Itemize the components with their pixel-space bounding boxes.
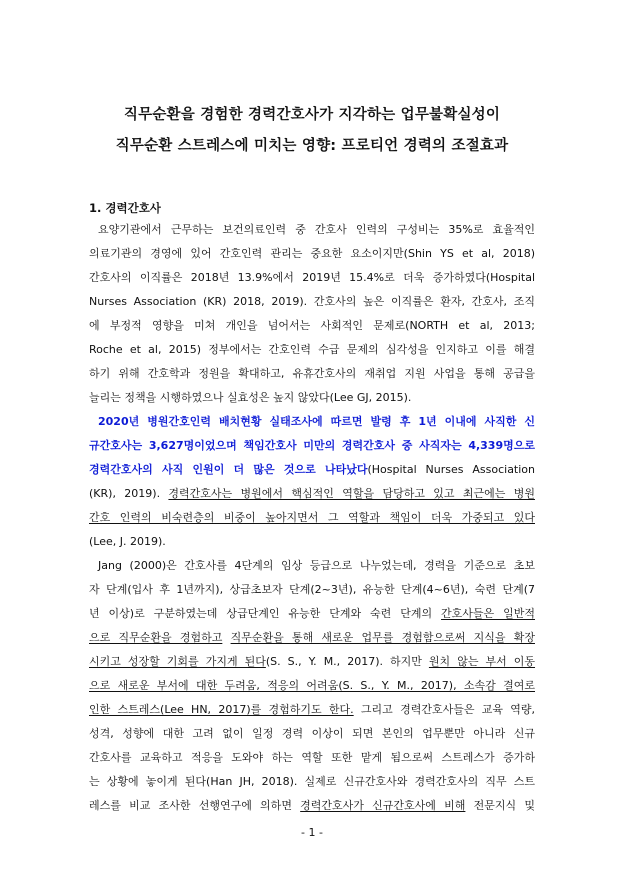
title-line-1: 직무순환을 경험한 경력간호사가 지각하는 업무불확실성이 xyxy=(123,107,501,123)
p3-line-1: Jang (2000)은 간호사를 4단계의 임상 등급으로 나누었는데, 경력을 기준으로 초보 xyxy=(98,559,535,572)
section-heading: 1. 경력간호사 xyxy=(89,201,161,215)
p3-line-7-underlined: 인한 스트레스(Lee HN, 2017)를 경험하기도 한다. xyxy=(89,703,354,716)
p2-line-3 xyxy=(89,458,535,482)
p2-line-5 xyxy=(89,506,535,530)
p2-line-3-citation: (Hospital Nurses Association xyxy=(367,463,535,476)
p3-line-9: 간호사를 교육하고 적응을 도와야 하는 역할 또한 맡게 됨으로써 스트레스가 증가하 xyxy=(89,751,535,764)
p3-line-6 xyxy=(89,674,535,698)
p3-line-3 xyxy=(89,602,535,626)
p2-line-4-underlined: 경력간호사는 병원에서 핵심적인 역할을 담당하고 있고 최근에는 병원 xyxy=(168,487,535,500)
p3-line-7-plain: 그리고 경력간호사들은 교육 역량, xyxy=(353,703,535,716)
p3-line-2: 자 단계(입사 후 1년까지), 상급초보자 단계(2~3년), 유능한 단계(4~6년), 숙련 단계(7 xyxy=(89,583,535,596)
p2-line-2: 규간호사는 3,627명이었으며 책임간호사 미만의 경력간호사 중 사직자는 4,339명으로 xyxy=(89,439,535,452)
p1-line-1: 요양기관에서 근무하는 보건의료인력 중 간호사 인력의 구성비는 35%로 효율적인 xyxy=(98,223,535,236)
p3-line-4-underlined-b: 직무순환을 통해 새로운 업무를 경험함으로써 지식을 확장 xyxy=(230,631,535,644)
p3-line-4-space xyxy=(222,631,230,644)
p3-line-10: 는 상황에 놓이게 된다(Han JH, 2018). 실제로 신규간호사와 경력간호사의 직무 스트 xyxy=(89,775,535,788)
p2-line-5-underlined: 간호 인력의 비숙련층의 비중이 높아지면서 그 역할과 책임이 더욱 가중되고 있다 xyxy=(89,511,535,524)
p3-line-6-underlined: 으로 새로운 부서에 대한 두려움, 적응의 어려움(S. S., Y. M., 2017), 소속감 결여로 xyxy=(89,679,535,692)
p3-line-7 xyxy=(89,698,535,722)
p3-line-11-underlined: 경력간호사가 신규간호사에 비해 xyxy=(300,799,466,812)
title-line-2: 직무순환 스트레스에 미치는 영향: 프로티언 경력의 조절효과 xyxy=(115,138,509,154)
p2-line-4-citation: (KR), 2019). xyxy=(89,487,169,500)
p2-line-4 xyxy=(89,482,535,506)
p3-line-4 xyxy=(89,626,535,650)
p1-line-6: Roche et al, 2015) 정부에서는 간호인력 수급 문제의 심각성을 인지하고 이를 해결 xyxy=(89,343,535,356)
p1-line-7: 하기 위해 간호학과 정원을 확대하고, 유휴간호사의 재취업 지원 사업을 통해 공급을 xyxy=(89,367,535,380)
p1-line-8: 늘리는 정책을 시행하였으나 실효성은 높지 않았다(Lee GJ, 2015). xyxy=(89,391,412,404)
p1-line-2: 의료기관의 경영에 있어 간호인력 관리는 중요한 요소이지만(Shin YS et al, 2018) xyxy=(89,247,535,260)
p3-line-5-underlined-b: 원치 않는 부서 이동 xyxy=(428,655,536,668)
p1-line-3: 간호사의 이직률은 2018년 13.9%에서 2019년 15.4%로 더욱 증가하였다(Hospital xyxy=(89,271,535,284)
p1-line-5: 에 부정적 영향을 미쳐 개인을 넘어서는 사회적인 문제로(NORTH et al, 2013; xyxy=(89,319,535,332)
p3-line-4-underlined-a: 으로 직무순환을 경험하고 xyxy=(89,631,223,644)
p3-line-11-rest: 전문지식 및 xyxy=(465,799,535,812)
p1-line-4: Nurses Association (KR) 2018, 2019). 간호사의 높은 이직률은 환자, 간호사, 조직 xyxy=(89,295,535,308)
p2-line-1: 2020년 병원간호인력 배치현황 실태조사에 따르면 발령 후 1년 이내에 사직한 신 xyxy=(98,415,535,428)
p3-line-8: 성격, 성향에 대한 고려 없이 일정 경력 이상이 되면 본인의 업무뿐만 아니라 신규 xyxy=(89,727,535,740)
p3-line-3-plain: 년 이상)로 구분하였는데 상급단계인 유능한 단계와 숙련 단계의 xyxy=(89,607,442,620)
p3-line-3-underlined: 간호사들은 일반적 xyxy=(441,607,535,620)
p3-line-5 xyxy=(89,650,535,674)
p3-line-11-plain: 레스를 비교 조사한 선행연구에 의하면 xyxy=(89,799,301,812)
p3-line-5-plain: (S. S., Y. M., 2017). 하지만 xyxy=(265,655,429,668)
p3-line-11 xyxy=(89,794,535,818)
p3-line-5-underlined-a: 시키고 성장할 기회를 가지게 된다 xyxy=(89,655,266,668)
p2-line-3-emphasis: 경력간호사의 사직 인원이 더 많은 것으로 나타났다 xyxy=(89,463,368,476)
p2-line-6: (Lee, J. 2019). xyxy=(89,535,166,548)
page-number: - 1 - xyxy=(301,826,323,839)
